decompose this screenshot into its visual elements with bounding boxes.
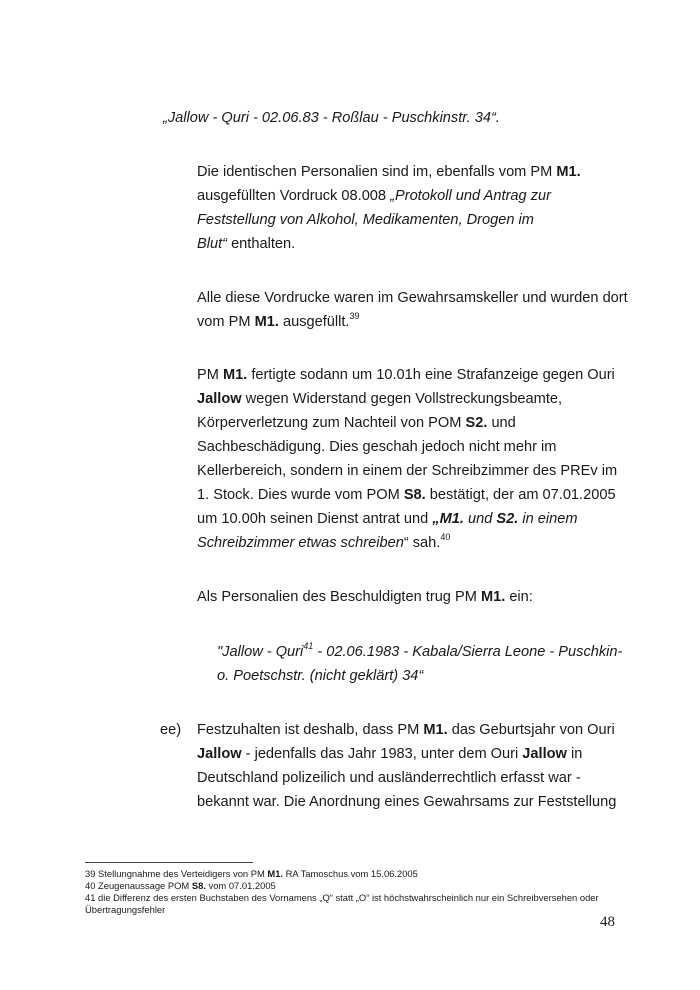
footnote-39 xyxy=(85,868,418,879)
bold-ref: M1. xyxy=(254,314,279,330)
footnote-ref-39[interactable]: 39 xyxy=(349,311,360,322)
text: Die identischen Personalien sind im, ebenfalls vom PM xyxy=(197,164,557,180)
text: 39 Stellungnahme des Verteidigers von PM xyxy=(85,868,268,879)
bold-ref: M1. xyxy=(423,722,448,738)
italic-text: in einem xyxy=(518,511,578,527)
text: in xyxy=(566,746,583,762)
ee-line4: bekannt war. Die Anordnung eines Gewahrsams zur Feststellung xyxy=(197,794,617,810)
bold-italic-ref: „M1. xyxy=(432,511,464,527)
text: Körperverletzung zum Nachteil von POM xyxy=(197,415,466,431)
text: 40 Zeugenaussage POM xyxy=(85,880,192,891)
bold-name: Jallow xyxy=(522,746,567,762)
text: enthalten. xyxy=(227,236,296,252)
bold-ref: M1. xyxy=(222,367,248,383)
text: “ sah. xyxy=(403,535,441,551)
footnote-ref-40[interactable]: 40 xyxy=(440,532,451,543)
text: Als Personalien des Beschuldigten trug PM xyxy=(197,589,481,605)
para2-line1: Alle diese Vordrucke waren im Gewahrsamskeller und wurden dort xyxy=(197,290,628,306)
footnote-41: 41 die Differenz des ersten Buchstaben des Vornamens „Q“ statt „O“ ist höchstwahrscheinlich nur ein Schreibversehen oder xyxy=(85,892,599,903)
quote-line2: o. Poetschstr. (nicht geklärt) 34“ xyxy=(217,668,424,684)
text: um 10.00h seinen Dienst antrat und xyxy=(197,511,433,527)
ee-line3: Deutschland polizeilich und ausländerrechtlich erfasst war - xyxy=(197,770,581,786)
italic-text: "Jallow - Quri xyxy=(217,644,304,660)
para3-line2 xyxy=(197,390,562,408)
para2-line2 xyxy=(197,313,360,331)
footnote-40 xyxy=(85,880,276,891)
bold-ref: M1. xyxy=(267,868,284,879)
quoted-personal-data: „Jallow - Quri - 02.06.83 - Roßlau - Puschkinstr. 34“. xyxy=(163,110,500,126)
para4-line1 xyxy=(197,588,533,606)
para3-line7 xyxy=(197,510,578,528)
para1-line3: Feststellung von Alkohol, Medikamenten, Drogen im xyxy=(197,212,534,228)
text: 1. Stock. Dies wurde vom POM xyxy=(197,487,404,503)
italic-text: - 02.06.1983 - Kabala/Sierra Leone - Puschkin- xyxy=(313,644,623,660)
bold-name: Jallow xyxy=(197,391,242,407)
para3-line6 xyxy=(197,486,616,504)
para1-line1 xyxy=(197,163,581,181)
footnote-separator xyxy=(85,862,253,863)
bold-ref: S8. xyxy=(403,487,426,503)
list-label-ee: ee) xyxy=(160,722,182,738)
ee-line2 xyxy=(197,745,582,763)
italic-text: Schreibzimmer etwas schreiben xyxy=(197,535,404,551)
italic-text: „Protokoll und Antrag zur xyxy=(390,188,551,204)
text: und xyxy=(487,415,516,431)
text: RA Tamoschus vom 15.06.2005 xyxy=(283,868,418,879)
text: - jedenfalls das Jahr 1983, unter dem Ouri xyxy=(241,746,523,762)
footnote-ref-41[interactable]: 41 xyxy=(303,641,314,652)
para1-line4 xyxy=(197,235,295,253)
text: ausgefüllt. xyxy=(278,314,350,330)
italic-text: Blut“ xyxy=(197,236,228,252)
bold-ref: M1. xyxy=(556,164,581,180)
italic-text: und xyxy=(463,511,497,527)
para3-line4: Sachbeschädigung. Dies geschah jedoch nicht mehr im xyxy=(197,439,557,455)
ee-line1 xyxy=(197,721,615,739)
bold-ref: S2. xyxy=(465,415,488,431)
text: ein: xyxy=(505,589,533,605)
bold-ref: S8. xyxy=(191,880,206,891)
bold-ref: M1. xyxy=(480,589,506,605)
text: ausgefüllten Vordruck 08.008 xyxy=(197,188,391,204)
text: vom 07.01.2005 xyxy=(205,880,276,891)
page-number: 48 xyxy=(600,914,615,930)
bold-name: Jallow xyxy=(197,746,242,762)
text: PM xyxy=(197,367,223,383)
footnote-41-cont: Übertragungsfehler xyxy=(85,904,166,915)
text: wegen Widerstand gegen Vollstreckungsbeamte, xyxy=(241,391,563,407)
para3-line3 xyxy=(197,414,516,432)
para3-line5: Kellerbereich, sondern in einem der Schreibzimmer des PREv im xyxy=(197,463,618,479)
text: vom PM xyxy=(197,314,255,330)
text: bestätigt, der am 07.01.2005 xyxy=(425,487,616,503)
text: fertigte sodann um 10.01h eine Strafanzeige gegen Ouri xyxy=(247,367,615,383)
quote-line1 xyxy=(217,643,622,661)
bold-italic-ref: S2. xyxy=(496,511,519,527)
text: das Geburtsjahr von Ouri xyxy=(447,722,615,738)
para3-line1 xyxy=(197,366,615,384)
para3-line8 xyxy=(197,534,450,552)
para1-line2 xyxy=(197,187,551,205)
text: Festzuhalten ist deshalb, dass PM xyxy=(197,722,424,738)
